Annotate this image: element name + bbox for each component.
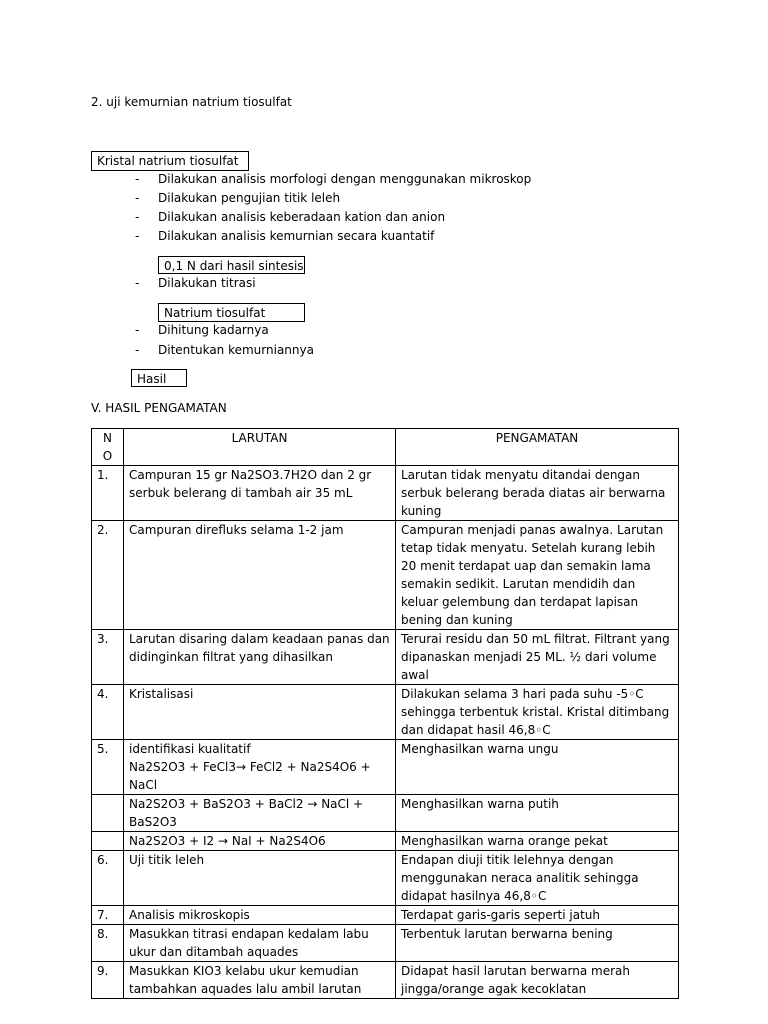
cell-pengamatan: Menghasilkan warna ungu: [396, 740, 679, 795]
table-row: [92, 630, 679, 685]
cell-pengamatan: Terbentuk larutan berwarna bening: [396, 925, 679, 962]
cell-no: 6.: [92, 851, 124, 906]
flow-box-hasil: Hasil: [131, 369, 187, 387]
header-larutan: LARUTAN: [124, 429, 396, 466]
cell-no: 7.: [92, 906, 124, 925]
header-pengamatan: PENGAMATAN: [396, 429, 679, 466]
observation-table: [91, 428, 679, 999]
section-title: V. HASIL PENGAMATAN: [91, 401, 227, 415]
cell-larutan: Uji titik leleh: [124, 851, 396, 906]
cell-no: 1.: [92, 466, 124, 521]
cell-no: 4.: [92, 685, 124, 740]
cell-pengamatan: Dilakukan selama 3 hari pada suhu -5◦C sehingga terbentuk kristal. Kristal ditimbang dan didapat hasil 46,8◦C: [396, 685, 679, 740]
header-no: [92, 429, 124, 466]
section-heading: 2. uji kemurnian natrium tiosulfat: [91, 95, 292, 109]
cell-no: [92, 795, 124, 832]
table-row: [92, 521, 679, 630]
cell-pengamatan: Terurai residu dan 50 mL filtrat. Filtrant yang dipanaskan menjadi 25 ML. ½ dari volume awal: [396, 630, 679, 685]
cell-larutan: Kristalisasi: [124, 685, 396, 740]
cell-larutan: Na2S2O3 + I2 → NaI + Na2S4O6: [124, 832, 396, 851]
cell-larutan: Larutan disaring dalam keadaan panas dan didinginkan filtrat yang dihasilkan: [124, 630, 396, 685]
flow-step-text: Dilakukan pengujian titik leleh: [158, 191, 341, 205]
cell-larutan: Analisis mikroskopis: [124, 906, 396, 925]
flow-step-text: Dilakukan analisis morfologi dengan menggunakan mikroskop: [158, 172, 532, 186]
header-no-text: N O: [102, 431, 113, 463]
flow-box-natrium: Natrium tiosulfat: [158, 303, 305, 322]
flow-box-kristal: Kristal natrium tiosulfat: [91, 151, 249, 171]
cell-no: [92, 832, 124, 851]
flow-step-text: Dilakukan analisis kemurnian secara kuantatif: [158, 229, 435, 243]
cell-pengamatan: Terdapat garis-garis seperti jatuh: [396, 906, 679, 925]
table-row: [92, 906, 679, 925]
table-row: [92, 925, 679, 962]
table-row: [92, 962, 679, 999]
flow-dash: -: [135, 276, 140, 290]
table-row: [92, 740, 679, 795]
cell-pengamatan: Menghasilkan warna orange pekat: [396, 832, 679, 851]
table-row: [92, 685, 679, 740]
cell-no: 5.: [92, 740, 124, 795]
table-row: [92, 466, 679, 521]
cell-no: 3.: [92, 630, 124, 685]
flow-dash: -: [135, 210, 140, 224]
cell-pengamatan: Larutan tidak menyatu ditandai dengan serbuk belerang berada diatas air berwarna kuning: [396, 466, 679, 521]
flow-step-text: Ditentukan kemurniannya: [158, 343, 314, 357]
table-row: [92, 851, 679, 906]
cell-pengamatan: Endapan diuji titik lelehnya dengan menggunakan neraca analitik sehingga didapat hasilnya 46,8◦C: [396, 851, 679, 906]
flow-dash: -: [135, 323, 140, 337]
cell-larutan: identifikasi kualitatif Na2S2O3 + FeCl3→ FeCl2 + Na2S4O6 + NaCl: [124, 740, 396, 795]
table-row: [92, 832, 679, 851]
flow-step-text: Dihitung kadarnya: [158, 323, 269, 337]
cell-larutan: Campuran 15 gr Na2SO3.7H2O dan 2 gr serbuk belerang di tambah air 35 mL: [124, 466, 396, 521]
flow-dash: -: [135, 191, 140, 205]
cell-no: 8.: [92, 925, 124, 962]
flow-box-sample: 0,1 N dari hasil sintesis: [158, 256, 305, 274]
flow-step-text: Dilakukan analisis keberadaan kation dan anion: [158, 210, 446, 224]
cell-larutan: Masukkan KIO3 kelabu ukur kemudian tambahkan aquades lalu ambil larutan: [124, 962, 396, 999]
cell-larutan: Masukkan titrasi endapan kedalam labu ukur dan ditambah aquades: [124, 925, 396, 962]
cell-pengamatan: Menghasilkan warna putih: [396, 795, 679, 832]
cell-pengamatan: Campuran menjadi panas awalnya. Larutan tetap tidak menyatu. Setelah kurang lebih 20 menit terdapat uap dan semakin lama semakin sedikit. Larutan mendidih dan keluar gelembung dan terdapat lapisan bening dan kuning: [396, 521, 679, 630]
flow-dash: -: [135, 343, 140, 357]
table-header-row: [92, 429, 679, 466]
cell-no: 9.: [92, 962, 124, 999]
flow-dash: -: [135, 229, 140, 243]
table-row: [92, 795, 679, 832]
cell-larutan: Campuran direfluks selama 1-2 jam: [124, 521, 396, 630]
cell-pengamatan: Didapat hasil larutan berwarna merah jingga/orange agak kecoklatan: [396, 962, 679, 999]
flow-dash: -: [135, 172, 140, 186]
cell-no: 2.: [92, 521, 124, 630]
cell-larutan: Na2S2O3 + BaS2O3 + BaCl2 → NaCl + BaS2O3: [124, 795, 396, 832]
flow-step-text: Dilakukan titrasi: [158, 276, 256, 290]
